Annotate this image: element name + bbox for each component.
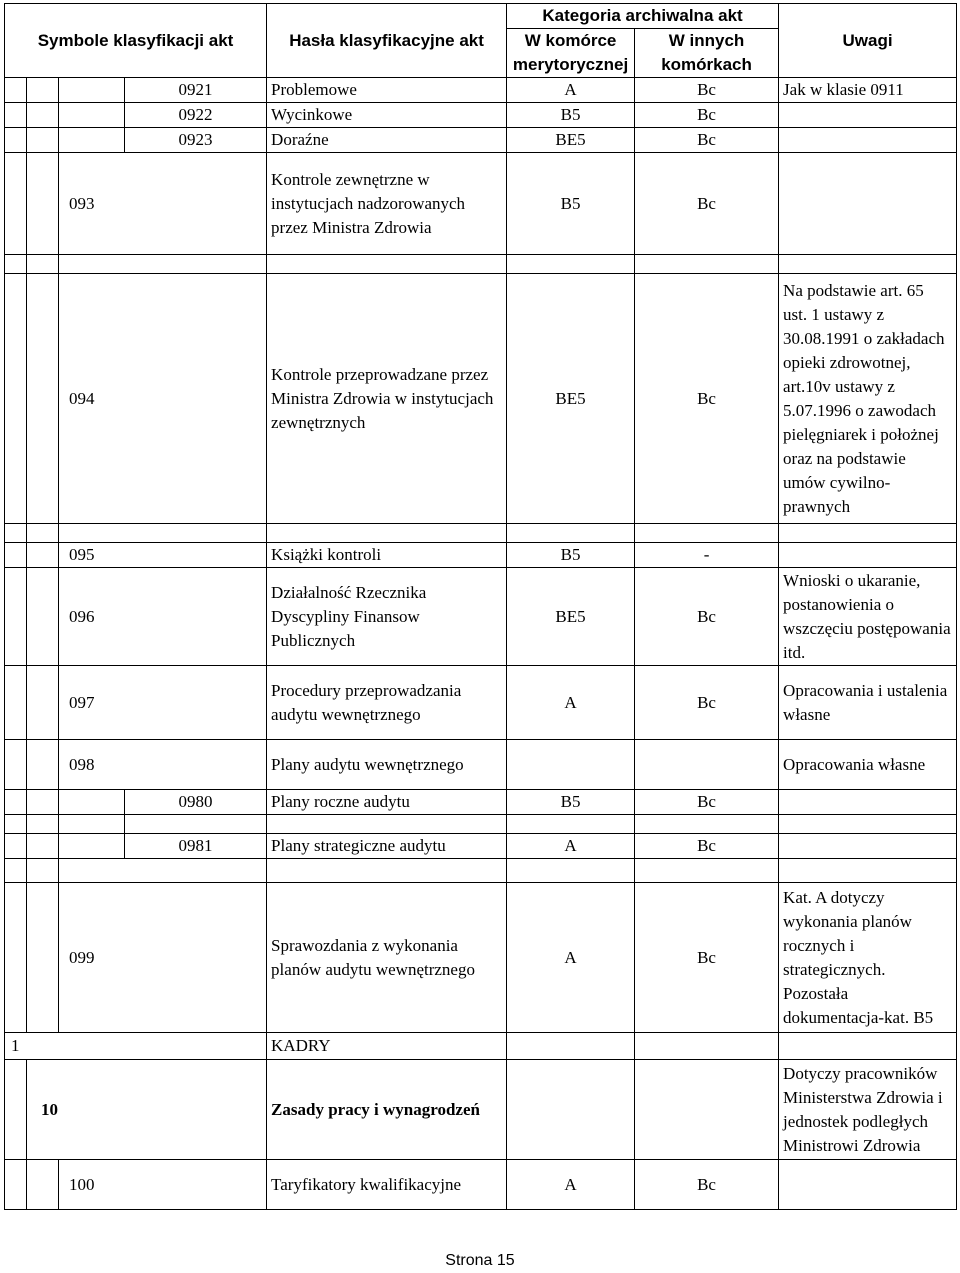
table-row — [5, 666, 957, 740]
table-row — [5, 153, 957, 255]
row-merit: B5 — [507, 543, 635, 568]
row-code: 097 — [59, 666, 267, 740]
row-note — [779, 153, 957, 255]
row-name: Kontrole przeprowadzane przez Ministra Zdrowia w instytucjach zewnętrznych — [267, 274, 507, 524]
row-merit — [507, 1060, 635, 1160]
table-row — [5, 1033, 957, 1060]
row-note — [779, 128, 957, 153]
table-row — [5, 568, 957, 666]
row-name: Działalność Rzecznika Dyscypliny Finansow Publicznych — [267, 568, 507, 666]
row-merit: BE5 — [507, 568, 635, 666]
row-other: Bc — [635, 153, 779, 255]
row-code: 099 — [59, 883, 267, 1033]
row-code: 098 — [59, 740, 267, 790]
row-merit: A — [507, 834, 635, 859]
row-note: Opracowania i ustalenia własne — [779, 666, 957, 740]
row-other: Bc — [635, 790, 779, 815]
row-name: Plany strategiczne audytu — [267, 834, 507, 859]
row-code: 1 — [5, 1033, 267, 1060]
page-number: Strona 15 — [445, 1252, 515, 1269]
header-symbols: Symbole klasyfikacji akt — [5, 4, 267, 78]
row-code: 0981 — [125, 834, 267, 859]
row-other — [635, 1060, 779, 1160]
row-other: Bc — [635, 883, 779, 1033]
row-merit: A — [507, 666, 635, 740]
row-note — [779, 1160, 957, 1210]
row-other: Bc — [635, 834, 779, 859]
row-code: 0923 — [125, 128, 267, 153]
header-cat-other-line1: W innych — [635, 29, 779, 54]
row-other: Bc — [635, 103, 779, 128]
row-other: Bc — [635, 568, 779, 666]
row-other — [635, 740, 779, 790]
row-name: Procedury przeprowadzania audytu wewnętrznego — [267, 666, 507, 740]
row-note — [779, 1033, 957, 1060]
table-row — [5, 740, 957, 790]
row-other: Bc — [635, 78, 779, 103]
row-merit: A — [507, 78, 635, 103]
row-name: Taryfikatory kwalifikacyjne — [267, 1160, 507, 1210]
row-name: Doraźne — [267, 128, 507, 153]
row-name: Wycinkowe — [267, 103, 507, 128]
row-other — [635, 1033, 779, 1060]
row-name: Problemowe — [267, 78, 507, 103]
row-note — [779, 834, 957, 859]
spacer-row — [5, 524, 957, 543]
row-merit: B5 — [507, 790, 635, 815]
table-header-row — [5, 4, 957, 29]
row-other: Bc — [635, 274, 779, 524]
header-category: Kategoria archiwalna akt — [507, 4, 779, 29]
spacer-row — [5, 255, 957, 274]
row-other: Bc — [635, 128, 779, 153]
table-row — [5, 78, 957, 103]
row-merit: B5 — [507, 153, 635, 255]
table-row — [5, 128, 957, 153]
table-row — [5, 834, 957, 859]
header-entries: Hasła klasyfikacyjne akt — [267, 4, 507, 78]
header-notes: Uwagi — [779, 4, 957, 78]
row-note: Jak w klasie 0911 — [779, 78, 957, 103]
row-name: Książki kontroli — [267, 543, 507, 568]
row-code: 0980 — [125, 790, 267, 815]
row-other: - — [635, 543, 779, 568]
row-code: 10 — [27, 1060, 267, 1160]
row-code: 100 — [59, 1160, 267, 1210]
row-name: Kontrole zewnętrzne w instytucjach nadzorowanych przez Ministra Zdrowia — [267, 153, 507, 255]
header-cat-other-line2: komórkach — [635, 53, 779, 78]
row-other: Bc — [635, 1160, 779, 1210]
row-name: Plany roczne audytu — [267, 790, 507, 815]
table-row — [5, 1160, 957, 1210]
row-name: KADRY — [267, 1033, 507, 1060]
row-merit: BE5 — [507, 274, 635, 524]
spacer-row — [5, 815, 957, 834]
spacer-row — [5, 859, 957, 883]
row-code: 094 — [59, 274, 267, 524]
row-other: Bc — [635, 666, 779, 740]
header-cat-merit-line2: merytorycznej — [507, 53, 635, 78]
table-row — [5, 1060, 957, 1160]
header-cat-merit-line1: W komórce — [507, 29, 635, 54]
row-merit: B5 — [507, 103, 635, 128]
row-code: 093 — [59, 153, 267, 255]
row-note: Dotyczy pracowników Ministerstwa Zdrowia i jednostek podległych Ministrowi Zdrowia — [779, 1060, 957, 1160]
table-row — [5, 543, 957, 568]
row-note — [779, 543, 957, 568]
row-merit — [507, 1033, 635, 1060]
table-row — [5, 103, 957, 128]
row-merit: A — [507, 1160, 635, 1210]
row-merit: BE5 — [507, 128, 635, 153]
row-note — [779, 103, 957, 128]
row-name: Sprawozdania z wykonania planów audytu wewnętrznego — [267, 883, 507, 1033]
table-row — [5, 274, 957, 524]
row-merit: A — [507, 883, 635, 1033]
row-code: 095 — [59, 543, 267, 568]
row-note: Kat. A dotyczy wykonania planów rocznych i strategicznych. Pozostała dokumentacja-kat. B5 — [779, 883, 957, 1033]
row-note — [779, 790, 957, 815]
row-name: Zasady pracy i wynagrodzeń — [267, 1060, 507, 1160]
row-merit — [507, 740, 635, 790]
row-note: Na podstawie art. 65 ust. 1 ustawy z 30.08.1991 o zakładach opieki zdrowotnej, art.10v ustawy z 5.07.1996 o zawodach pielęgniarek i położnej oraz na podstawie umów cywilno-prawnych — [779, 274, 957, 524]
row-name: Plany audytu wewnętrznego — [267, 740, 507, 790]
row-code: 0921 — [125, 78, 267, 103]
row-code: 0922 — [125, 103, 267, 128]
classification-table — [4, 3, 957, 1210]
table-row — [5, 883, 957, 1033]
row-note: Wnioski o ukaranie, postanowienia o wszczęciu postępowania itd. — [779, 568, 957, 666]
row-note: Opracowania własne — [779, 740, 957, 790]
table-row — [5, 790, 957, 815]
row-code: 096 — [59, 568, 267, 666]
